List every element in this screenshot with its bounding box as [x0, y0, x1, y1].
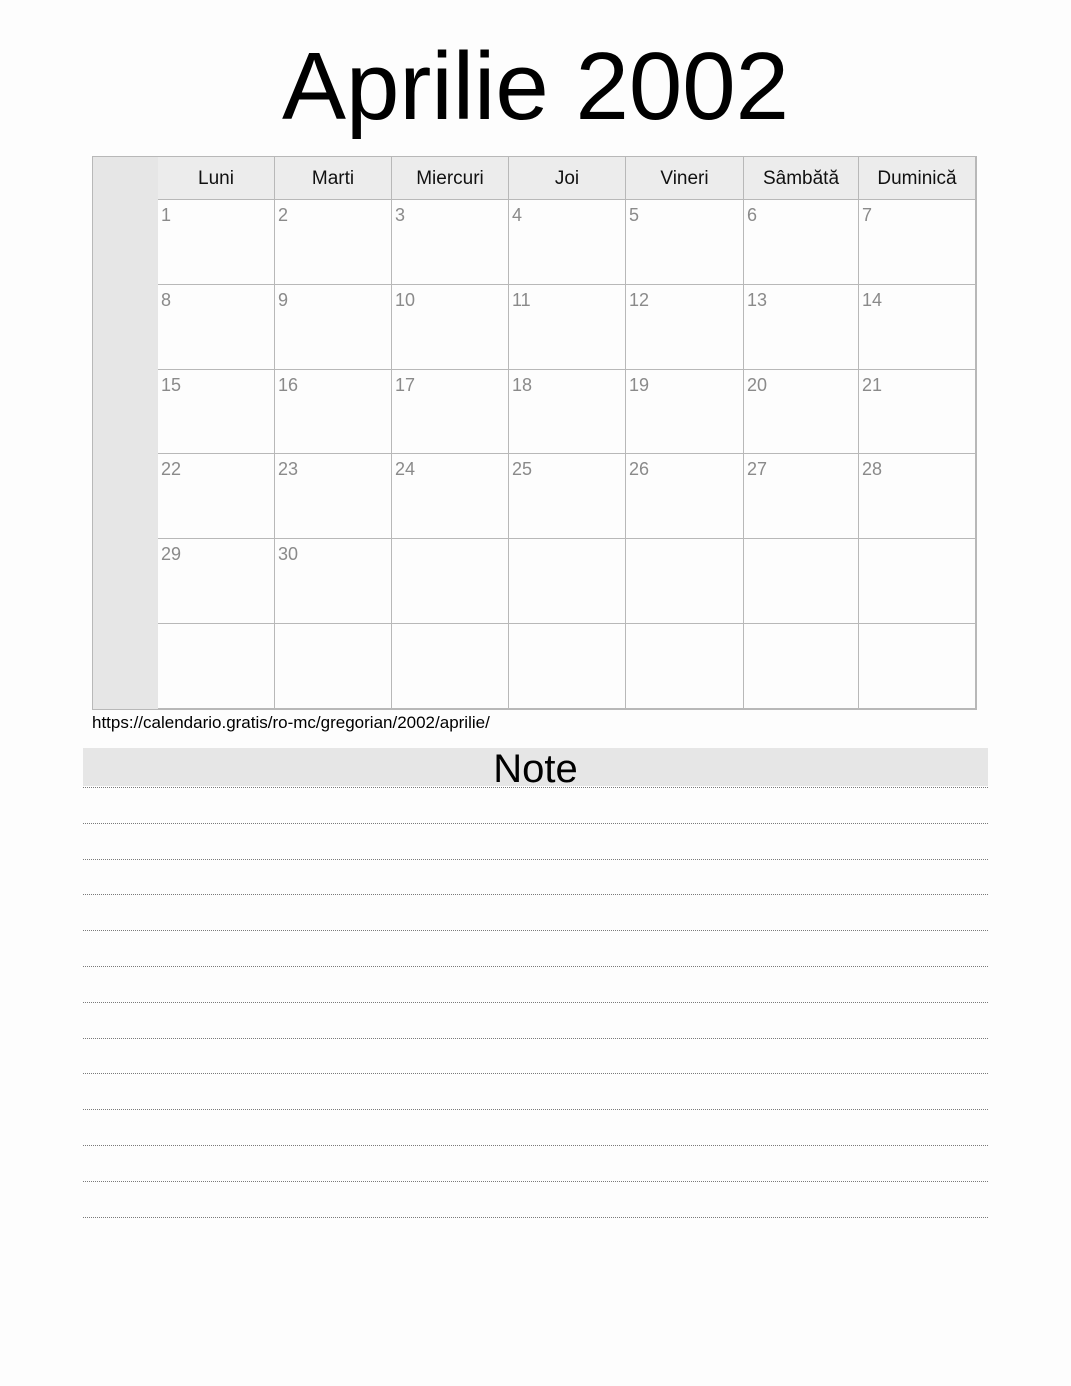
day-cell: [509, 285, 626, 370]
weekday-wednesday: Miercuri: [392, 157, 509, 200]
day-cell: [392, 624, 509, 709]
day-cell: [744, 285, 859, 370]
day-number: 3: [395, 205, 406, 225]
day-number: 9: [278, 290, 289, 310]
note-line: [83, 1217, 988, 1218]
note-line: [83, 1145, 988, 1146]
day-cell: [626, 539, 744, 624]
day-number: 10: [395, 290, 416, 310]
day-cell: [859, 370, 976, 454]
day-cell: [626, 200, 744, 285]
day-cell: [509, 454, 626, 539]
day-number: 18: [512, 375, 533, 395]
day-cell: [275, 539, 392, 624]
day-cell: [626, 285, 744, 370]
note-line: [83, 1038, 988, 1039]
day-number: 2: [278, 205, 289, 225]
day-number: 5: [629, 205, 640, 225]
note-line: [83, 966, 988, 967]
notes-heading: Note: [83, 748, 988, 786]
note-line: [83, 1002, 988, 1003]
day-number: 12: [629, 290, 650, 310]
weekday-sunday: Duminică: [859, 157, 976, 200]
day-cell: [158, 370, 275, 454]
note-line: [83, 787, 988, 788]
day-cell: [859, 454, 976, 539]
page-title: Aprilie 2002: [282, 33, 789, 140]
weekday-header-row: [158, 157, 976, 200]
source-url: https://calendario.gratis/ro-mc/gregorian/2002/aprilie/: [92, 713, 490, 732]
calendar-grid: [92, 156, 977, 710]
day-cell: [859, 539, 976, 624]
day-cell: [509, 370, 626, 454]
day-number: 19: [629, 375, 650, 395]
day-number: 15: [161, 375, 182, 395]
note-line: [83, 859, 988, 860]
day-number: 1: [161, 205, 172, 225]
day-cell: [744, 370, 859, 454]
day-number: 6: [747, 205, 758, 225]
note-line: [83, 1073, 988, 1074]
day-cell: [275, 200, 392, 285]
day-cell: [744, 454, 859, 539]
day-cell: [859, 200, 976, 285]
day-cell: [744, 539, 859, 624]
day-cell: [158, 539, 275, 624]
day-cell: [275, 370, 392, 454]
day-cell: [859, 285, 976, 370]
weekday-monday: Luni: [158, 157, 275, 200]
day-cell: [626, 454, 744, 539]
note-line: [83, 930, 988, 931]
day-cell: [392, 539, 509, 624]
day-cell: [509, 624, 626, 709]
weekday-tuesday: Marti: [275, 157, 392, 200]
day-number: 14: [862, 290, 883, 310]
day-number: 17: [395, 375, 416, 395]
week-number-column: [93, 157, 159, 709]
day-cell: [744, 624, 859, 709]
day-number: 8: [161, 290, 172, 310]
weekday-friday: Vineri: [626, 157, 744, 200]
day-number: 21: [862, 375, 883, 395]
day-cell: [392, 285, 509, 370]
day-cell: [509, 539, 626, 624]
day-number: 20: [747, 375, 768, 395]
weekday-saturday: Sâmbătă: [744, 157, 859, 200]
weekday-thursday: Joi: [509, 157, 626, 200]
day-cell: [275, 285, 392, 370]
day-cell: [744, 200, 859, 285]
day-number: 16: [278, 375, 299, 395]
day-number: 23: [278, 459, 299, 479]
day-number: 28: [862, 459, 883, 479]
day-cell: [158, 285, 275, 370]
day-cell: [158, 200, 275, 285]
note-line: [83, 823, 988, 824]
day-cell: [509, 200, 626, 285]
day-cell: [626, 624, 744, 709]
day-cell: [392, 454, 509, 539]
day-cell: [158, 624, 275, 709]
day-cell: [275, 454, 392, 539]
note-line: [83, 1181, 988, 1182]
day-number: 11: [512, 290, 531, 310]
day-cell: [392, 200, 509, 285]
day-cell: [392, 370, 509, 454]
day-number: 22: [161, 459, 182, 479]
day-number: 29: [161, 544, 182, 564]
calendar-days-grid: [158, 157, 976, 709]
day-number: 25: [512, 459, 533, 479]
note-line: [83, 1109, 988, 1110]
day-number: 7: [862, 205, 873, 225]
day-number: 27: [747, 459, 768, 479]
day-cell: [626, 370, 744, 454]
day-number: 13: [747, 290, 768, 310]
day-number: 30: [278, 544, 299, 564]
day-cell: [859, 624, 976, 709]
note-line: [83, 894, 988, 895]
day-number: 26: [629, 459, 650, 479]
day-cell: [158, 454, 275, 539]
day-number: 24: [395, 459, 416, 479]
day-number: 4: [512, 205, 523, 225]
day-cell: [275, 624, 392, 709]
